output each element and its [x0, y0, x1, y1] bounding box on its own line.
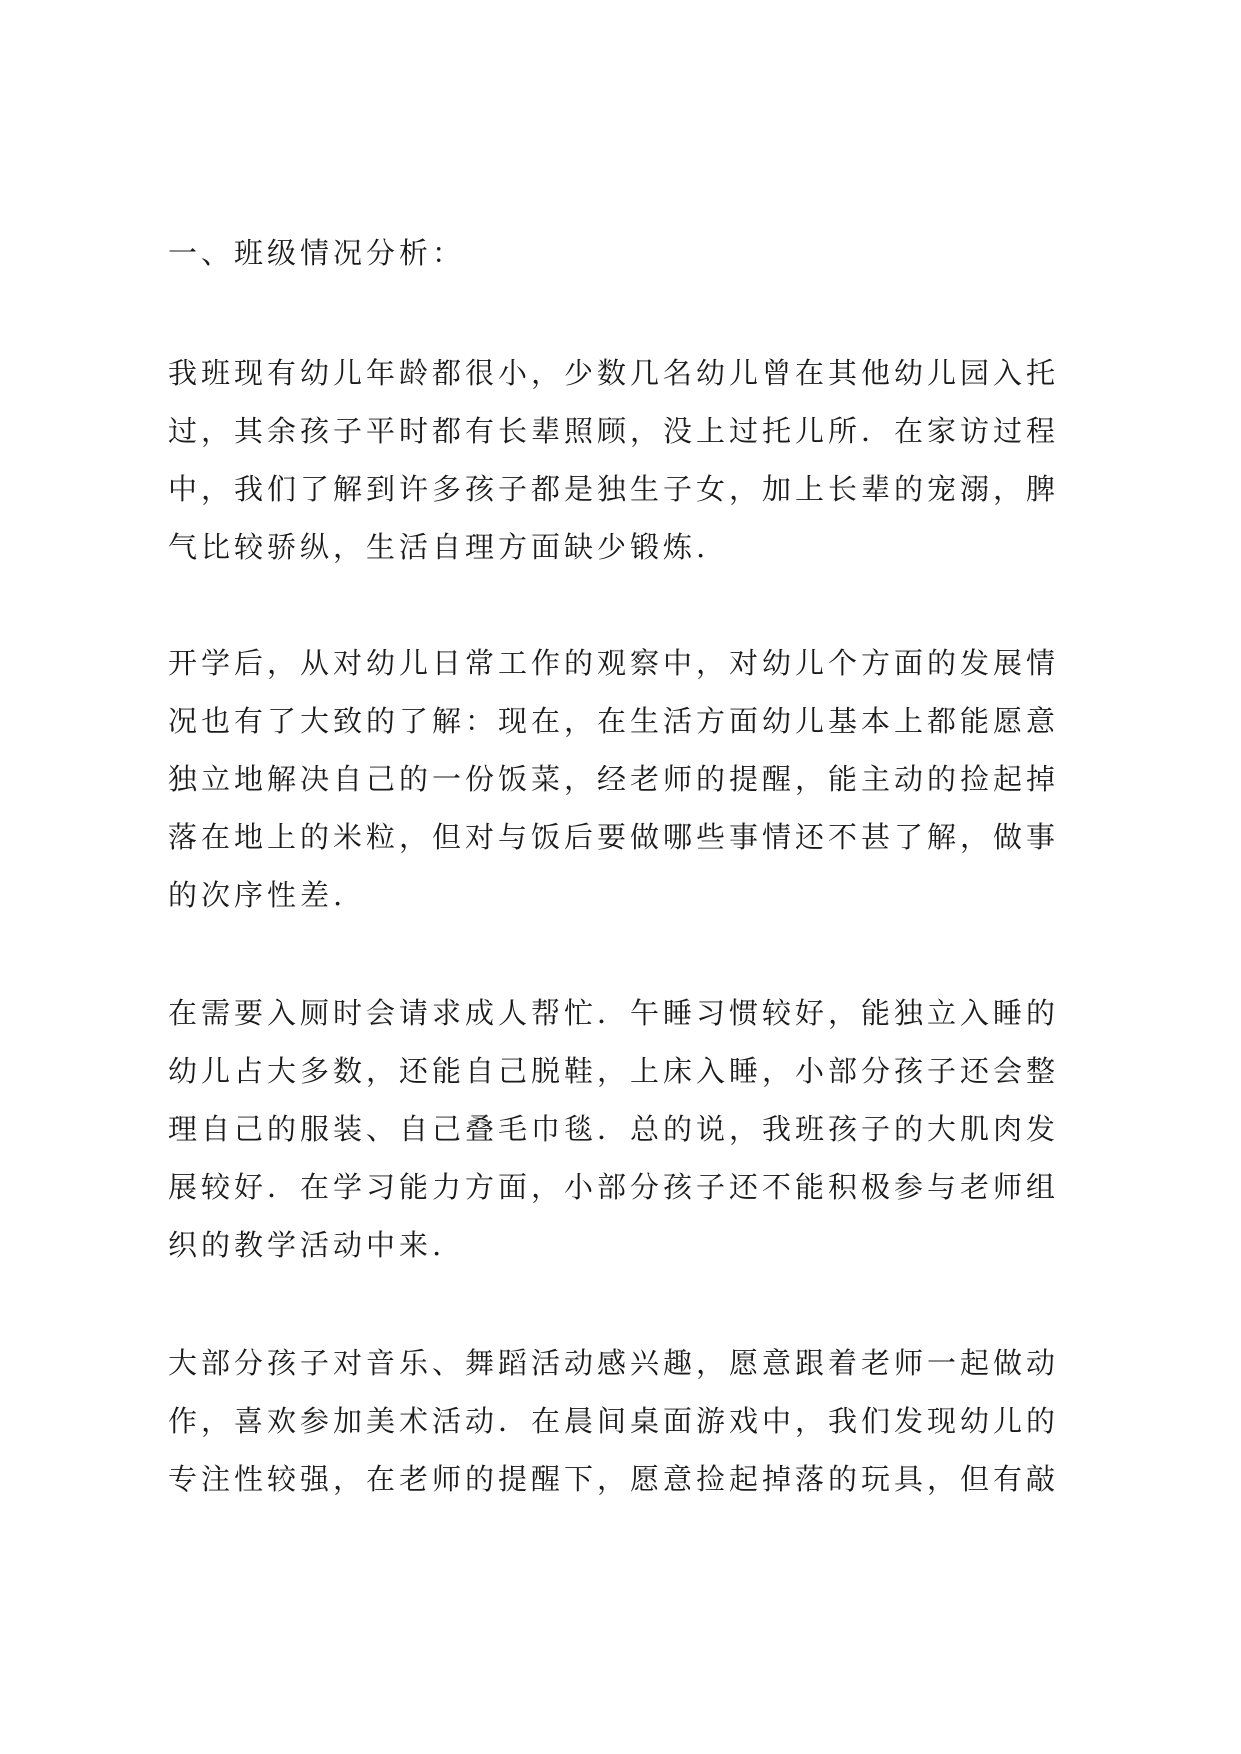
paragraph-line: 理自己的服装、自己叠毛巾毯．总的说，我班孩子的大肌肉发 [168, 1112, 1060, 1146]
paragraph-line: 专注性较强，在老师的提醒下，愿意捡起掉落的玩具，但有敲 [168, 1462, 1060, 1496]
paragraph-line: 中，我们了解到许多孩子都是独生子女，加上长辈的宠溺，脾 [168, 472, 1060, 506]
paragraph-line: 况也有了大致的了解：现在，在生活方面幼儿基本上都能愿意 [168, 704, 1060, 738]
paragraph-line: 开学后，从对幼儿日常工作的观察中，对幼儿个方面的发展情 [168, 646, 1060, 680]
paragraph-line: 织的教学活动中来. [168, 1228, 446, 1262]
paragraph-line: 气比较骄纵，生活自理方面缺少锻炼. [168, 530, 710, 564]
paragraph-line: 在需要入厕时会请求成人帮忙．午睡习惯较好，能独立入睡的 [168, 996, 1060, 1030]
paragraph-2 [168, 634, 1088, 924]
paragraph-line: 大部分孩子对音乐、舞蹈活动感兴趣，愿意跟着老师一起做动 [168, 1346, 1060, 1380]
section-heading [168, 224, 1088, 282]
paragraph-1 [168, 344, 1088, 576]
paragraph-line: 的次序性差. [168, 878, 347, 912]
paragraph-line: 展较好．在学习能力方面，小部分孩子还不能积极参与老师组 [168, 1170, 1060, 1204]
paragraph-line: 作，喜欢参加美术活动．在晨间桌面游戏中，我们发现幼儿的 [168, 1404, 1060, 1438]
paragraph-line: 独立地解决自己的一份饭菜，经老师的提醒，能主动的捡起掉 [168, 762, 1060, 796]
paragraph-line: 落在地上的米粒，但对与饭后要做哪些事情还不甚了解，做事 [168, 820, 1060, 854]
paragraph-line: 我班现有幼儿年龄都很小，少数几名幼儿曾在其他幼儿园入托 [168, 356, 1060, 390]
paragraph-line: 过，其余孩子平时都有长辈照顾，没上过托儿所．在家访过程 [168, 414, 1060, 448]
paragraph-line: 幼儿占大多数，还能自己脱鞋，上床入睡，小部分孩子还会整 [168, 1054, 1060, 1088]
paragraph-4 [168, 1334, 1088, 1508]
heading-text: 一、班级情况分析： [168, 236, 466, 270]
paragraph-3 [168, 984, 1088, 1274]
